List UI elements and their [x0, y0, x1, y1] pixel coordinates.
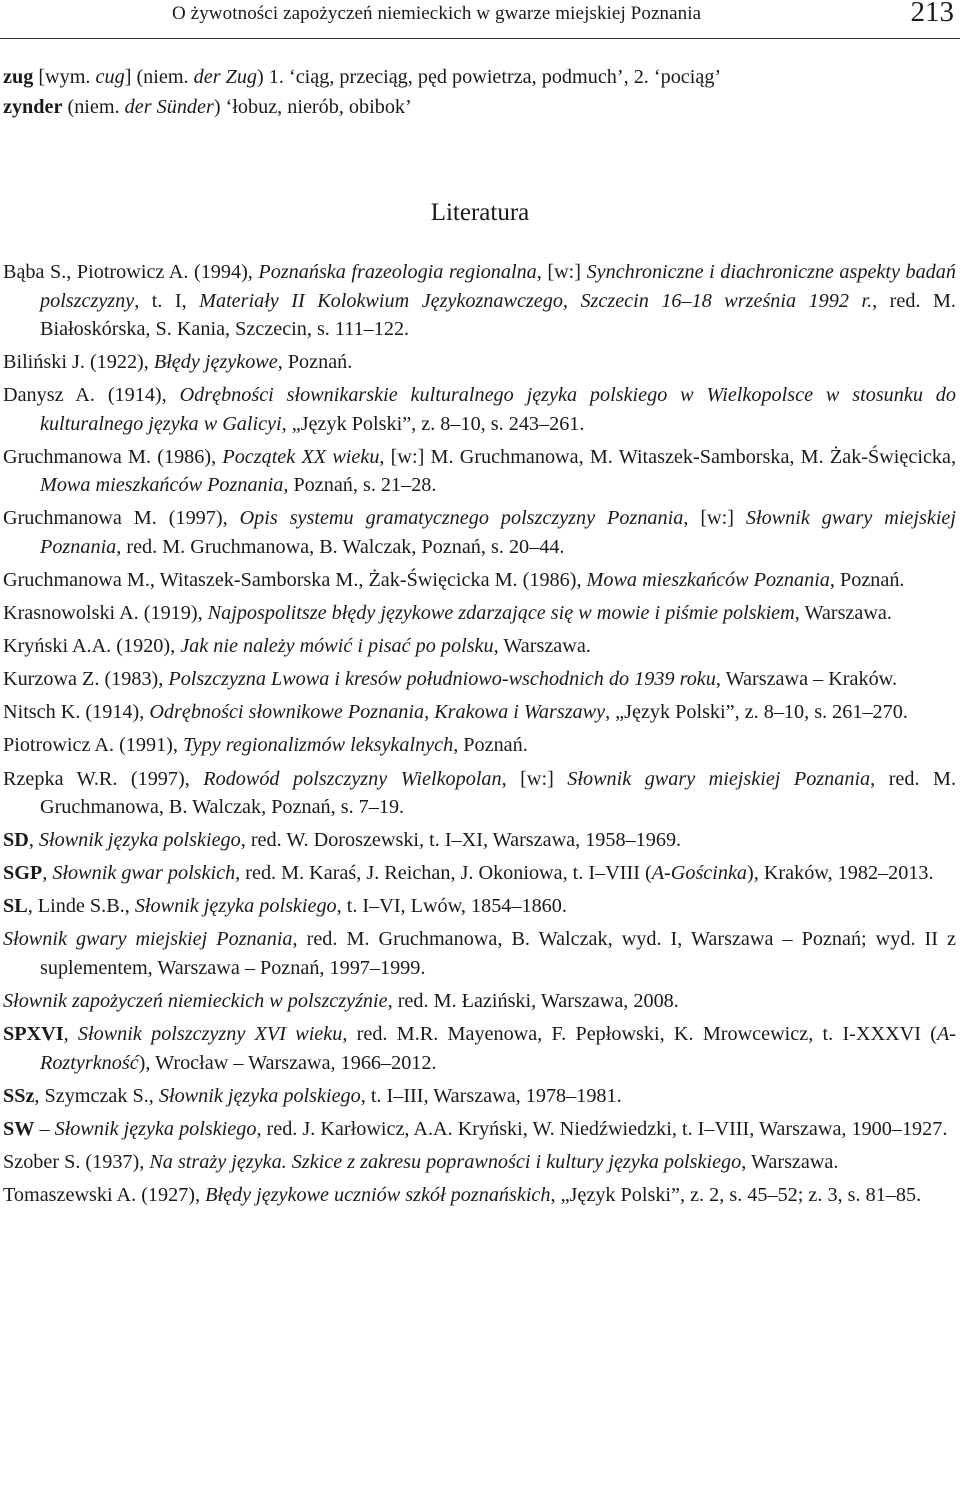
- text-run: , red. W. Doroszewski, t. I–XI, Warszawa, 1958–1969.: [240, 829, 682, 852]
- bibliography-entry: [3, 632, 956, 661]
- bibliography-entry: [3, 504, 956, 561]
- text-run: Gruchmanowa M., Witaszek-Samborska M., Żak-Święcicka M. (1986),: [3, 568, 587, 591]
- bibliography-entry: [3, 892, 956, 921]
- bibliography-entry: [3, 348, 956, 377]
- italic-title: Typy regionalizmów leksykalnych: [182, 734, 454, 757]
- text-run: , red. J. Karłowicz, A.A. Kryński, W. Niedźwiedzki, t. I–VIII, Warszawa, 1900–1927.: [256, 1117, 948, 1140]
- bibliography-entry: [3, 925, 956, 982]
- text-run: , Warszawa.: [493, 635, 591, 658]
- italic-title: Słownik gwary miejskiej Poznania: [40, 507, 956, 558]
- italic-title: Słownik gwary miejskiej Poznania: [567, 767, 871, 790]
- italic-title: Rodowód polszczyzny Wielkopolan: [203, 767, 502, 790]
- bold-abbreviation: SL: [3, 895, 28, 918]
- text-run: , Warszawa – Kraków.: [715, 668, 897, 691]
- italic-title: Błędy językowe: [153, 351, 278, 374]
- dictionary-entries: [3, 62, 956, 122]
- italic-title: Mowa mieszkańców Poznania: [586, 568, 830, 591]
- text-run: , [w:]: [501, 767, 568, 790]
- text-run: ,: [63, 1023, 78, 1046]
- italic-title: Poznańska frazeologia regionalna: [258, 261, 537, 283]
- text-run: (niem.: [62, 96, 125, 118]
- bibliography-entry: [3, 1148, 956, 1177]
- bibliography-entry: [3, 698, 956, 727]
- bibliography-list: [3, 258, 956, 1209]
- text-run: , Warszawa.: [741, 1150, 839, 1173]
- bibliography-entry: [3, 381, 956, 438]
- italic-title: Słownik języka polskiego: [54, 1117, 257, 1140]
- italic-title: cug: [95, 66, 125, 88]
- bibliography-entry: [3, 826, 956, 855]
- dictionary-entry: [3, 62, 956, 92]
- italic-title: Synchroniczne i diachroniczne aspekty badań polszczyzny: [40, 261, 956, 312]
- italic-title: der Sünder: [124, 96, 214, 118]
- text-run: ) ‘łobuz, nierób, obibok’: [213, 96, 412, 118]
- text-run: Szober S. (1937),: [3, 1150, 150, 1173]
- text-run: Gruchmanowa M. (1997),: [3, 507, 240, 530]
- italic-title: Słownik języka polskiego: [134, 895, 337, 918]
- italic-title: Początek XX wieku: [222, 445, 380, 468]
- bibliography-entry: [3, 1115, 956, 1144]
- text-run: , red. M. Łaziński, Warszawa, 2008.: [387, 990, 679, 1012]
- italic-title: Odrębności słownikarskie kulturalnego języka polskiego w Wielkopolsce w stosunku do kulturalnego języka w Galicyi: [40, 384, 956, 435]
- text-run: , Warszawa.: [794, 602, 892, 625]
- text-run: , Poznań.: [829, 568, 905, 591]
- running-head: [0, 0, 960, 34]
- bibliography-entry: [3, 1020, 956, 1077]
- text-run: Rzepka W.R. (1997),: [3, 767, 204, 790]
- bibliography-entry: [3, 1082, 956, 1111]
- italic-title: Błędy językowe uczniów szkół poznańskich: [205, 1183, 551, 1206]
- italic-title: Na straży języka. Szkice z zakresu poprawności i kultury języka polskiego: [149, 1150, 742, 1173]
- italic-title: Słownik gwar polskich: [52, 862, 236, 885]
- running-head-title: O żywotności zapożyczeń niemieckich w gwarze miejskiej Poznania: [172, 3, 702, 24]
- section-heading: Literatura: [430, 199, 530, 226]
- italic-title: der Zug: [193, 66, 258, 88]
- bold-abbreviation: SGP: [3, 862, 43, 885]
- text-run: Krasnowolski A. (1919),: [3, 602, 208, 625]
- text-run: Nitsch K. (1914),: [3, 701, 150, 724]
- text-run: ), Kraków, 1982–2013.: [747, 862, 934, 885]
- text-run: , Poznań, s. 21–28.: [283, 474, 437, 497]
- text-run: , t. I–VI, Lwów, 1854–1860.: [336, 895, 567, 918]
- text-run: , red. M. Gruchmanowa, B. Walczak, wyd. I, Warszawa – Poznań; wyd. II z suplementem, Warszawa – Poznań, 1997–1999.: [40, 928, 956, 979]
- text-run: Piotrowicz A. (1991),: [3, 734, 183, 757]
- italic-title: Polszczyzna Lwowa i kresów południowo-wschodnich do 1939 roku: [168, 668, 716, 691]
- text-run: , red. M. Białoskórska, S. Kania, Szczecin, s. 111–122.: [40, 289, 956, 340]
- italic-title: Słownik języka polskiego: [38, 829, 241, 852]
- bibliography-entry: [3, 665, 956, 694]
- text-run: ,: [42, 862, 53, 885]
- italic-title: Słownik zapożyczeń niemieckich w polszczyźnie: [3, 990, 388, 1012]
- italic-title: Materiały II Kolokwium Językoznawczego, Szczecin 16–18 września 1992 r.: [199, 289, 873, 312]
- text-run: Bąba S., Piotrowicz A. (1994),: [3, 261, 259, 283]
- bold-abbreviation: SW: [3, 1117, 35, 1140]
- text-run: ) 1. ‘ciąg, przeciąg, pęd powietrza, podmuch’, 2. ‘pociąg’: [257, 66, 722, 88]
- text-run: Gruchmanowa M. (1986),: [3, 445, 223, 468]
- italic-title: Odrębności słownikowe Poznania, Krakowa i Warszawy: [149, 701, 606, 724]
- text-run: –: [34, 1117, 55, 1140]
- text-run: , t. I–III, Warszawa, 1978–1981.: [360, 1084, 622, 1107]
- text-run: ,: [28, 829, 39, 852]
- text-run: , red. M. Gruchmanowa, B. Walczak, Poznań, s. 7–19.: [40, 767, 956, 819]
- italic-title: Mowa mieszkańców Poznania: [40, 474, 284, 497]
- bold-abbreviation: SD: [3, 829, 29, 852]
- text-run: Danysz A. (1914),: [3, 384, 180, 407]
- dictionary-entry: [3, 92, 956, 122]
- text-run: , [w:]: [536, 261, 587, 283]
- bibliography-entry: [3, 987, 956, 1016]
- page-number: 213: [910, 0, 954, 28]
- italic-title: Najpospolitsze błędy językowe zdarzające się w mowie i piśmie polskiem: [207, 602, 795, 625]
- text-run: , [w:]: [683, 507, 746, 530]
- italic-title: Słownik gwary miejskiej Poznania: [3, 928, 293, 951]
- italic-title: A-Roztyrkność: [40, 1023, 956, 1074]
- bold-abbreviation: zynder: [3, 96, 63, 118]
- text-run: , Szymczak S.,: [34, 1084, 159, 1107]
- text-run: Biliński J. (1922),: [3, 351, 154, 374]
- text-run: , Linde S.B.,: [27, 895, 135, 918]
- bibliography-entry: [3, 1181, 956, 1210]
- text-run: , t. I,: [134, 289, 200, 312]
- bibliography-entry: [3, 566, 956, 595]
- text-run: , [w:] M. Gruchmanowa, M. Witaszek-Samborska, M. Żak-Święcicka,: [379, 445, 957, 468]
- text-run: , „Język Polski”, z. 8–10, s. 261–270.: [605, 701, 908, 724]
- text-run: , Poznań.: [453, 734, 528, 757]
- bibliography-entry: [3, 599, 956, 628]
- bibliography-entry: [3, 258, 956, 344]
- text-run: , Poznań.: [277, 351, 353, 374]
- bold-abbreviation: SPXVI: [3, 1023, 64, 1046]
- bibliography-entry: [3, 859, 956, 888]
- text-run: , red. M. Karaś, J. Reichan, J. Okoniowa, t. I–VIII (: [235, 862, 652, 885]
- text-run: Kurzowa Z. (1983),: [3, 668, 169, 691]
- text-run: , „Język Polski”, z. 8–10, s. 243–261.: [281, 412, 585, 435]
- italic-title: A-Gościnka: [651, 862, 748, 885]
- text-run: ), Wrocław – Warszawa, 1966–2012.: [138, 1051, 437, 1074]
- text-run: , red. M.R. Mayenowa, F. Pepłowski, K. Mrowcewicz, t. I-XXXVI (: [342, 1023, 937, 1046]
- text-run: Tomaszewski A. (1927),: [3, 1183, 206, 1206]
- italic-title: Opis systemu gramatycznego polszczyzny Poznania: [239, 507, 684, 530]
- text-run: [wym.: [33, 66, 96, 88]
- text-run: ] (niem.: [124, 66, 194, 88]
- bold-abbreviation: zug: [3, 66, 34, 88]
- bibliography-entry: [3, 765, 956, 822]
- bold-abbreviation: SSz: [3, 1084, 35, 1107]
- text-run: Kryński A.A. (1920),: [3, 635, 181, 658]
- italic-title: Słownik polszczyzny XVI wieku: [77, 1023, 343, 1046]
- italic-title: Jak nie należy mówić i pisać po polsku: [180, 635, 494, 658]
- text-run: , red. M. Gruchmanowa, B. Walczak, Poznań, s. 20–44.: [116, 535, 565, 558]
- bibliography-entry: [3, 443, 956, 500]
- bibliography-entry: [3, 731, 956, 760]
- italic-title: Słownik języka polskiego: [158, 1084, 361, 1107]
- text-run: , „Język Polski”, z. 2, s. 45–52; z. 3, s. 81–85.: [550, 1183, 922, 1206]
- header-rule: [0, 38, 960, 39]
